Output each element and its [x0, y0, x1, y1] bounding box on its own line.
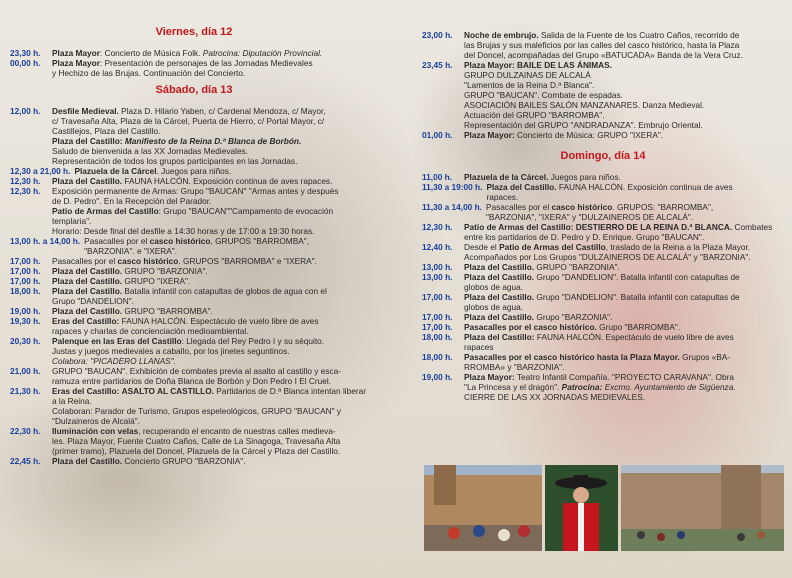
entry-line: Castillejos, Plaza del Castillo.: [52, 126, 161, 136]
entry-text: [486, 202, 784, 222]
schedule-entry: [422, 172, 784, 182]
entry-line: Desfile Medieval. Plaza D. Hilario Yaben, c/ Cardenal Mendoza, c/ Mayor,: [52, 106, 326, 116]
entry-time: 21,30 h.: [10, 386, 41, 396]
entry-time: 19,30 h.: [10, 316, 41, 326]
schedule-entry: [422, 312, 784, 322]
entry-line: Patio de Armas del Castillo: DESTIERRO DE LA REINA D.ª BLANCA. Combates: [464, 222, 773, 232]
entry-line: ramuza entre partidarios de Doña Blanca de Borbón y Don Pedro I El Cruel.: [52, 376, 332, 386]
entry-line: Plaza del Castillo. Grupo "DANDELION". Batalla infantil con catapultas de: [464, 272, 740, 282]
entry-time: 22,30 h.: [10, 426, 41, 436]
entry-text: [486, 182, 784, 202]
friday-title: Viernes, día 12: [155, 26, 233, 38]
entry-text: [52, 336, 378, 366]
entry-text: [52, 426, 378, 456]
entry-text: [464, 292, 784, 312]
entry-line: del Doncel, acompañadas del Grupo «BATUCADA» Banda de la Vera Cruz.: [464, 50, 743, 60]
entry-line: las Brujas y sus maleficios por las calles del casco histórico, hasta la Plaza: [464, 40, 740, 50]
entry-time: 12,30 h.: [10, 176, 41, 186]
entry-text: [52, 176, 378, 186]
entry-line: Pasacalles por el casco histórico, GRUPOS "BARROMBA",: [84, 236, 310, 246]
entry-line: rapaces.: [486, 192, 519, 202]
entry-time: 12,30 a 21,00 h.: [10, 166, 71, 176]
schedule-entry: [422, 292, 784, 312]
schedule-entry: [422, 322, 784, 332]
entry-line: globos de agua.: [464, 302, 524, 312]
entry-line: Plaza del Castillo. GRUPO "BARZONIA".: [464, 262, 620, 272]
schedule-entry: [10, 166, 378, 176]
entry-line: ASOCIACIÓN BAILES SALÓN MANZANARES. Danza Medieval.: [464, 100, 705, 110]
entry-text: [52, 286, 378, 306]
entry-line: Plaza del Castillo: Manifiesto de la Reina D.ª Blanca de Borbón.: [52, 136, 302, 146]
entry-time: 19,00 h.: [10, 306, 41, 316]
entry-line: Plazuela de la Cárcel. Juegos para niños.: [74, 166, 232, 176]
entry-line: Plaza Mayor: Presentación de personajes de las Jornadas Medievales: [52, 58, 313, 68]
entry-text: [464, 262, 784, 272]
entry-line: Horario: Desde final del desfile a 14:30 horas y de 17:00 a 19:30 horas.: [52, 226, 315, 236]
entry-line: Plazuela de la Cárcel. Juegos para niños.: [464, 172, 621, 182]
entry-text: [464, 130, 784, 140]
schedule-entry: [10, 426, 378, 456]
entry-line: Grupo "DANDELION".: [52, 296, 134, 306]
right-column: [422, 0, 784, 402]
entry-line: "Lamentos de la Reina D.ª Blanca".: [464, 80, 595, 90]
entry-text: [464, 172, 784, 182]
entry-line: "BARZONIA". e "IXERA".: [84, 246, 178, 256]
entry-line: Pasacalles por el casco histórico. GRUPOS: "BARROMBA",: [485, 202, 714, 212]
sunday-title: Domingo, día 14: [560, 150, 646, 162]
entry-line: Plaza del Castillo. GRUPO "BARROMBA".: [52, 306, 213, 316]
entry-line: a la Reina.: [52, 396, 92, 406]
entry-text: [464, 60, 784, 130]
entry-line: c/ Travesaña Alta, Plaza de la Cárcel, Puerta de Hierro, c/ Portal Mayor, c/: [52, 116, 325, 126]
entry-time: 12,40 h.: [422, 242, 453, 252]
entry-line: CIERRE DE LAS XX JORNADAS MEDIEVALES.: [464, 392, 646, 402]
entry-text: [52, 48, 378, 58]
entry-line: Representación de todos los grupos participantes en las Jornadas.: [52, 156, 298, 166]
rider-photo: [545, 465, 618, 551]
entry-time: 00,00 h.: [10, 58, 41, 68]
entry-text: [52, 266, 378, 276]
schedule-entry: [422, 262, 784, 272]
entry-text: [52, 316, 378, 336]
entry-time: 12,30 h.: [10, 186, 41, 196]
schedule-entry: [10, 48, 378, 58]
schedule-entry: [10, 266, 378, 276]
saturday-title: Sábado, día 13: [155, 84, 233, 96]
entry-line: Plaza del Castillo. Concierto GRUPO "BARZONIA".: [52, 456, 246, 466]
entry-line: "Dulzaineros de Alcalá".: [52, 416, 140, 426]
entry-line: "BARZONIA", "IXERA" y "DULZAINEROS DE ALCALÁ".: [485, 212, 694, 222]
schedule-entry: [10, 316, 378, 336]
schedule-entry: [422, 202, 784, 222]
entry-line: Pasacalles por el casco histórico. Grupo "BARROMBA".: [464, 322, 681, 332]
entry-time: 23,00 h.: [422, 30, 453, 40]
entry-text: [52, 186, 378, 236]
schedule-entry: [422, 30, 784, 60]
entry-text: [52, 256, 378, 266]
entry-line: Plaza del Castillo. Grupo "DANDELION". Batalla infantil con catapultas de: [464, 292, 740, 302]
entry-line: Plaza del Castillo: FAUNA HALCÓN. Espectáculo de vuelo libre de aves: [464, 332, 734, 342]
entry-line: rapaces y charlas de concienciación medioambiental.: [52, 326, 249, 336]
entry-text: [52, 386, 378, 426]
entry-time: 13,00 h. a 14,00 h.: [10, 236, 81, 246]
entry-line: Colabora: "PICADERO LLANAS".: [52, 356, 176, 366]
entry-text: [464, 332, 784, 352]
entry-line: globos de agua.: [464, 282, 524, 292]
castle-photo: [621, 465, 784, 551]
entry-text: [464, 312, 784, 322]
entry-text: [74, 166, 378, 176]
entry-text: [464, 30, 784, 60]
schedule-entry: [422, 182, 784, 202]
entry-time: 11,00 h.: [422, 172, 452, 182]
schedule-entry: [10, 186, 378, 236]
entry-line: Desde el Patio de Armas del Castillo, traslado de la Reina a la Plaza Mayor.: [464, 242, 751, 252]
schedule-entry: [10, 256, 378, 266]
entry-text: [52, 106, 378, 166]
entry-time: 11,30 a 19:00 h.: [422, 182, 483, 192]
entry-time: 18,00 h.: [10, 286, 41, 296]
entry-time: 17,00 h.: [10, 266, 41, 276]
schedule-entry: [422, 242, 784, 262]
entry-text: [52, 58, 378, 78]
schedule-entry: [10, 456, 378, 466]
entry-line: Noche de embrujo. Salida de la Fuente de los Cuatro Caños, recorrido de: [464, 30, 740, 40]
schedule-entry: [10, 366, 378, 386]
entry-time: 13,00 h.: [422, 272, 453, 282]
schedule-entry: [10, 386, 378, 426]
entry-line: Eras del Castillo: FAUNA HALCÓN. Espectáculo de vuelo libre de aves: [52, 316, 319, 326]
entry-line: Iluminación con velas, recuperando el encanto de nuestras calles medieva-: [52, 426, 336, 436]
schedule-entry: [422, 60, 784, 130]
entry-time: 23,30 h.: [10, 48, 41, 58]
entry-text: [464, 322, 784, 332]
entry-time: 17,00 h.: [10, 276, 41, 286]
entry-line: de D. Pedro". En la Recepción del Parador.: [52, 196, 212, 206]
entry-time: 17,00 h.: [422, 292, 453, 302]
entry-time: 17,00 h.: [10, 256, 41, 266]
entry-line: templaria".: [52, 216, 92, 226]
schedule-entry: [10, 276, 378, 286]
entry-time: 23,45 h.: [422, 60, 453, 70]
entry-line: y Hechizo de las Brujas. Continuación del Concierto.: [52, 68, 246, 78]
entry-line: Pasacalles por el casco histórico. GRUPOS "BARROMBA" e "IXERA".: [52, 256, 317, 266]
entry-line: Exposición permanente de Armas: Grupo "BAUCAN" "Armas antes y después: [52, 186, 339, 196]
schedule-entry: [10, 336, 378, 366]
entry-line: GRUPO DULZAINAS DE ALCALÁ: [464, 70, 591, 80]
entry-text: [52, 306, 378, 316]
entry-line: Plaza del Castillo. GRUPO "IXERA".: [52, 276, 191, 286]
entry-time: 17,00 h.: [422, 322, 453, 332]
entry-time: 17,00 h.: [422, 312, 453, 322]
schedule-entry: [10, 286, 378, 306]
entry-line: Plaza del Castillo. Batalla infantil con catapultas de globos de agua con el: [52, 286, 327, 296]
entry-text: [52, 456, 378, 466]
entry-line: Pasacalles por el casco histórico hasta la Plaza Mayor. Grupos «BA-: [464, 352, 731, 362]
entry-text: [464, 352, 784, 372]
schedule-entry: [10, 176, 378, 186]
entry-line: Plaza del Castillo. FAUNA HALCÓN. Exposición continua de aves rapaces.: [52, 176, 333, 186]
entry-text: [52, 276, 378, 286]
entry-time: 19,00 h.: [422, 372, 453, 382]
entry-time: 21,00 h.: [10, 366, 41, 376]
entry-line: Plaza del Castillo. GRUPO "BARZONIA".: [52, 266, 208, 276]
entry-line: Saludo de bienvenida a las XX Jornadas Medievales.: [52, 146, 249, 156]
friday-list: [10, 48, 378, 78]
left-column: [10, 0, 378, 466]
entry-line: Justas y juegos medievales a caballo, por los jinetes seguntinos.: [52, 346, 290, 356]
entry-line: Eras del Castillo: ASALTO AL CASTILLO. Partidarios de D.ª Blanca intentan liberar: [52, 386, 367, 396]
entry-text: [464, 222, 784, 242]
entry-line: Plaza Mayor: Concierto de Música: GRUPO "IXERA".: [464, 130, 664, 140]
entry-line: GRUPO "BAUCAN". Combate de espadas.: [464, 90, 623, 100]
sunday-list: [422, 172, 784, 402]
entry-line: les. Plaza Mayor, Fuente Cuatro Caños, Calle de La Sinagoga, Travesaña Alta: [52, 436, 341, 446]
entry-time: 18,00 h.: [422, 332, 453, 342]
entry-line: Plaza del Castillo. Grupo "BARZONIA".: [464, 312, 613, 322]
entry-text: [464, 242, 784, 262]
schedule-entry: [422, 130, 784, 140]
schedule-entry: [10, 306, 378, 316]
schedule-entry: [422, 332, 784, 352]
entry-line: rapaces: [464, 342, 494, 352]
entry-text: [52, 366, 378, 386]
photo-strip: [424, 465, 784, 551]
entry-time: 18,00 h.: [422, 352, 453, 362]
schedule-entry: [422, 222, 784, 242]
entry-text: [464, 372, 784, 402]
schedule-entry: [10, 58, 378, 78]
schedule-entry: [422, 272, 784, 292]
entry-time: 22,45 h.: [10, 456, 41, 466]
schedule-entry: [422, 352, 784, 372]
saturday-list: [10, 106, 378, 466]
entry-line: Plaza Mayor: Teatro Infantil Compañía. "PROYECTO CARAVANA". Obra: [464, 372, 734, 382]
entry-line: GRUPO "BAUCAN". Exhibición de combates previa al asalto al castillo y esca-: [52, 366, 342, 376]
entry-line: Plaza Mayor: Concierto de Música Folk. Patrocina: Diputación Provincial.: [52, 48, 323, 58]
entry-line: Representación del GRUPO "ANDRADANZA". Embrujo Oriental.: [464, 120, 703, 130]
entry-line: Plaza Mayor: BAILE DE LAS ÁNIMAS.: [464, 60, 612, 70]
entry-line: entre los partidarios de D. Pedro y D. Enrique. Grupo "BAUCAN".: [464, 232, 705, 242]
entry-time: 01,00 h.: [422, 130, 453, 140]
entry-time: 20,30 h.: [10, 336, 41, 346]
schedule-entry: [422, 372, 784, 402]
entry-time: 11,30 a 14,00 h.: [422, 202, 482, 212]
entry-time: 13,00 h.: [422, 262, 453, 272]
parade-photo: [424, 465, 542, 551]
entry-line: RROMBA» y "BARZONIA".: [464, 362, 565, 372]
entry-line: Plaza del Castillo. FAUNA HALCÓN. Exposición continua de aves: [486, 182, 733, 192]
entry-line: (primer tramo), Plazuela del Doncel, Plazuela de la Cárcel y Plaza del Castillo.: [52, 446, 341, 456]
entry-line: Acompañados por Los Grupos "DULZAINEROS DE ALCALÁ" y "BARZONIA".: [464, 252, 751, 262]
entry-time: 12,30 h.: [422, 222, 453, 232]
entry-line: Actuación del GRUPO "BARROMBA".: [464, 110, 605, 120]
schedule-entry: [10, 106, 378, 166]
saturday-night-list: [422, 30, 784, 140]
entry-text: [84, 236, 378, 256]
entry-line: Palenque en las Eras del Castillo: Llegada del Rey Pedro I y su séquito.: [52, 336, 325, 346]
entry-time: 12,00 h.: [10, 106, 41, 116]
entry-line: "La Princesa y el dragón". Patrocina: Excmo. Ayuntamiento de Sigüenza.: [464, 382, 736, 392]
entry-text: [464, 272, 784, 292]
schedule-entry: [10, 236, 378, 256]
entry-line: Colaboran: Parador de Turismo, Grupos espeleológicos, GRUPO "BAUCAN" y: [52, 406, 342, 416]
entry-line: Patio de Armas del Castillo: Grupo "BAUCAN""Campamento de evocación: [52, 206, 334, 216]
